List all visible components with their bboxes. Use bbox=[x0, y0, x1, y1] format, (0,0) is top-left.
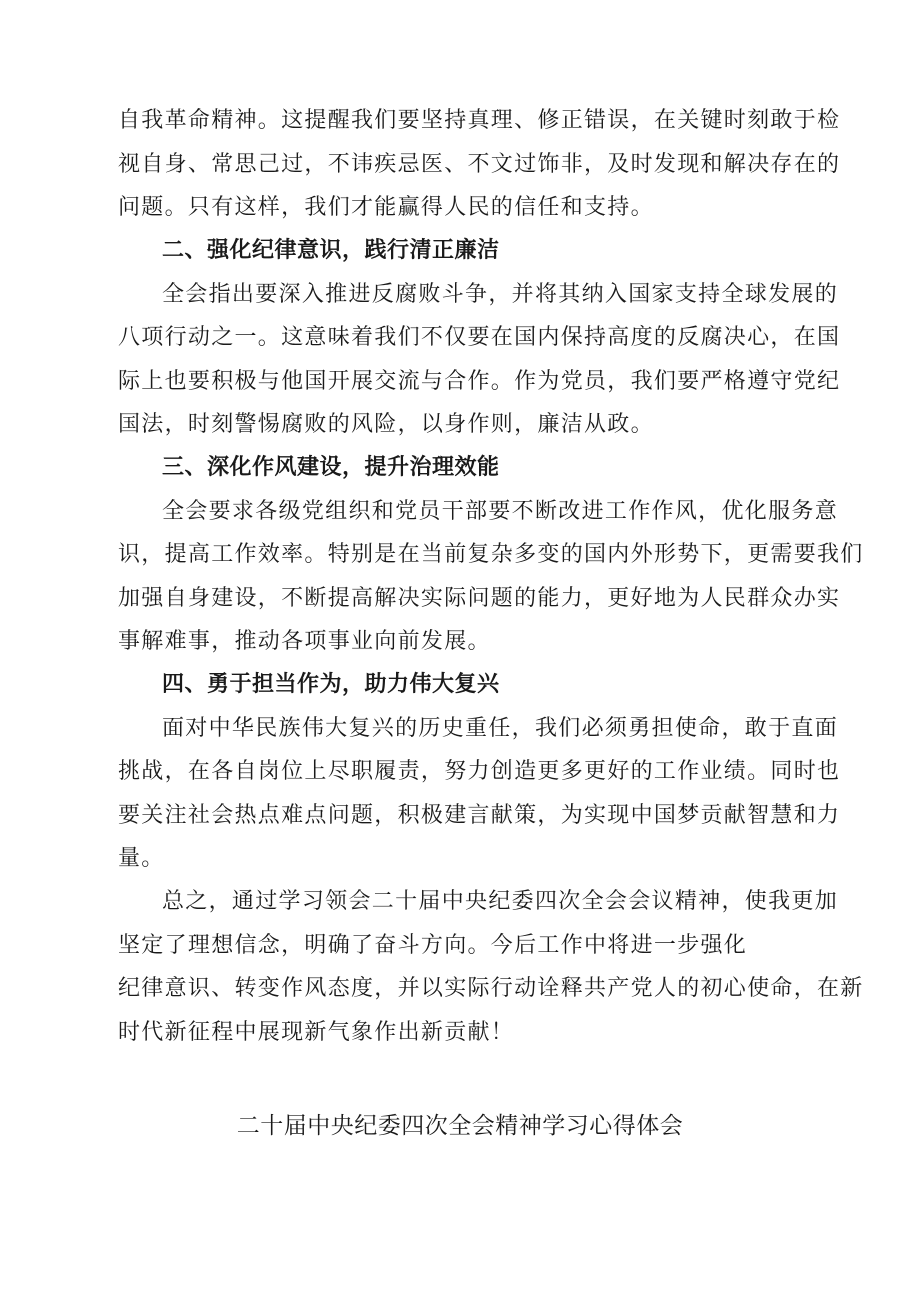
intro-line: 视自身、常思己过，不讳疾忌医、不文过饰非，及时发现和解决存在的 bbox=[118, 152, 841, 177]
conclusion-line: 总之，通过学习领会二十届中央纪委四次全会会议精神，使我更加 bbox=[162, 889, 838, 914]
conclusion-line: 纪律意识、转变作风态度，并以实际行动诠释共产党人的初心使命，在新 bbox=[118, 976, 864, 1001]
paragraph-line: 量。 bbox=[118, 846, 165, 871]
paragraph-line: 加强自身建设，不断提高解决实际问题的能力，更好地为人民群众办实 bbox=[118, 586, 841, 611]
section-heading: 四、勇于担当作为，助力伟大复兴 bbox=[162, 672, 500, 697]
paragraph-line: 挑战，在各自岗位上尽职履责，努力创造更多更好的工作业绩。同时也 bbox=[118, 759, 841, 784]
intro-line: 自我革命精神。这提醒我们要坚持真理、修正错误，在关键时刻敢于检 bbox=[118, 108, 841, 133]
conclusion-line: 坚定了理想信念，明确了奋斗方向。今后工作中将进一步强化 bbox=[118, 933, 748, 958]
conclusion-line: 时代新征程中展现新气象作出新贡献！ bbox=[118, 1020, 515, 1045]
paragraph-line: 识，提高工作效率。特别是在当前复杂多变的国内外形势下，更需要我们 bbox=[118, 542, 864, 567]
paragraph-line: 全会指出要深入推进反腐败斗争，并将其纳入国家支持全球发展的 bbox=[162, 282, 838, 307]
section-heading: 三、深化作风建设，提升治理效能 bbox=[162, 455, 500, 480]
section-heading: 二、强化纪律意识，践行清正廉洁 bbox=[162, 238, 500, 263]
paragraph-line: 面对中华民族伟大复兴的历史重任，我们必须勇担使命，敢于直面 bbox=[162, 716, 838, 741]
document-title: 二十届中央纪委四次全会精神学习心得体会 bbox=[236, 1113, 684, 1139]
paragraph-line: 八项行动之一。这意味着我们不仅要在国内保持高度的反腐决心，在国 bbox=[118, 325, 841, 350]
paragraph-line: 要关注社会热点难点问题，积极建言献策，为实现中国梦贡献智慧和力 bbox=[118, 803, 841, 828]
paragraph-line: 事解难事，推动各项事业向前发展。 bbox=[118, 629, 491, 654]
paragraph-line: 际上也要积极与他国开展交流与合作。作为党员，我们要严格遵守党纪 bbox=[118, 369, 841, 394]
paragraph-line: 全会要求各级党组织和党员干部要不断改进工作作风，优化服务意 bbox=[162, 499, 838, 524]
paragraph-line: 国法，时刻警惕腐败的风险，以身作则，廉洁从政。 bbox=[118, 412, 654, 437]
intro-line: 问题。只有这样，我们才能赢得人民的信任和支持。 bbox=[118, 195, 654, 220]
